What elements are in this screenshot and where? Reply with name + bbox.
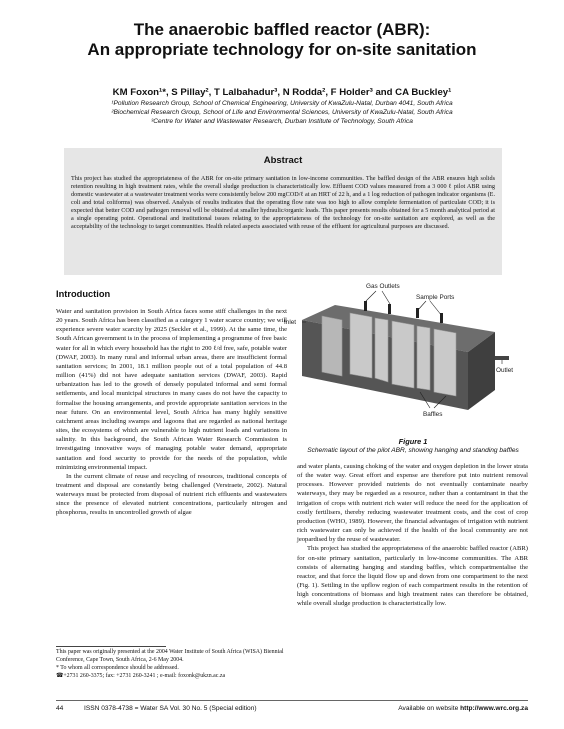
label-gas-outlets: Gas Outlets <box>366 283 400 290</box>
outlet-pipe <box>495 356 509 360</box>
website-note <box>398 705 528 712</box>
footnotes <box>56 648 287 680</box>
abstract-heading: Abstract <box>263 155 303 166</box>
footnote-correspondence: * To whom all correspondence should be addressed. <box>56 665 179 671</box>
intro-paragraph-4: This project has studied the appropriateness of the anaerobic baffled reactor (ABR) for on-site primary sanitation, particularly in low-income communities. The ABR consists of alternating hanging and standing baffles, which compartmentalise the reactor, and that force the liquid flow up and down from one compartment to the next (Fig. 1). Settling in the upflow region of each compartment results in the retention of high concentrations of biomass and high treatment rates can therefore be obtained, while overall sludge production is characteristically low. <box>297 545 528 608</box>
label-outlet: Outlet <box>496 367 514 374</box>
left-column <box>56 307 287 518</box>
footnote-presented: This paper was originally presented at the 2004 Water Institute of South Africa (WISA) Biennial Conference, Cape Town, South Africa, 2-6 May 2004. <box>56 649 284 663</box>
footer-rule <box>56 700 528 701</box>
website-label: Available on website <box>398 705 461 712</box>
intro-paragraph-2: In the current climate of reuse and recycling of resources, traditional concepts of treatment and disposal are constantly being challenged (Verstraete, 2002). Natural waterways must be protected from disposal of nutrient rich effluents and wastewaters since the presence of elevated nutrient concentrations, particularly nitrogen and phosphorus, results in uncontrolled growth of algae <box>56 472 287 517</box>
abr-figure <box>280 280 530 436</box>
label-baffles: Baffles <box>423 411 443 418</box>
page-number: 44 <box>56 705 64 712</box>
title-line-2: An appropriate technology for on-site sanitation <box>87 40 477 59</box>
affiliation-3: ³Centre for Water and Wastewater Research, Durban Institute of Technology, South Africa <box>151 118 413 125</box>
footnote-contact: ☎+2731 260-3375; fax: +2731 260-3241 ; e-mail: foxonk@ukzn.ac.za <box>56 673 226 679</box>
abstract-box <box>64 148 502 275</box>
website-link[interactable]: http://www.wrc.org.za <box>460 705 528 712</box>
introduction-heading: Introduction <box>56 289 111 299</box>
right-column <box>297 462 528 609</box>
figure-caption <box>298 438 528 455</box>
figure-caption-text: Schematic layout of the pilot ABR, showing hanging and standing baffles <box>307 447 519 454</box>
affiliation-2: ²Biochemical Research Group, School of Life and Environmental Sciences, University of KwaZulu-Natal, South Africa <box>111 109 453 116</box>
label-sample-ports: Sample Ports <box>416 294 455 301</box>
affiliation-1: ¹Pollution Research Group, School of Chemical Engineering, University of KwaZulu-Natal, Durban 4041, South Africa <box>111 100 453 107</box>
figure-number: Figure 1 <box>398 437 428 446</box>
abstract-text: This project has studied the appropriateness of the ABR for on-site primary sanitation in low-income communities. The baffled design of the ABR ensures high solids retention resulting in high treatment rates, while the overall sludge production is characteristically low. Effluent COD values measured from a 3 000 ℓ pilot ABR using domestic wastewater at a wastewater treatment works were consistently below 200 mgCOD/ℓ at an HRT of 22 h, and a 1 log reduction of pathogen indicator organisms (E. coli and total coliforms) was observed. Analysis of results indicates that the operating flow rate was too high to allow complete fermentation of particulate COD; it is expected that better COD and pathogen removal will be obtained at smaller hydraulic/organic loads. This paper presents results obtained for a 5 month analytical period at a single operating point. Operational and institutional issues relating to the appropriateness of the technology for on-site sanitation are explored, as well as the acceptability of the technology to target communities. Health related aspects associated with reuse of the effluent for agricultural purposes are discussed. <box>71 175 495 231</box>
author-list: KM Foxon¹*, S Pillay², T Lalbahadur³, N Rodda², F Holder³ and CA Buckley¹ <box>112 87 452 98</box>
title-line-1: The anaerobic baffled reactor (ABR): <box>133 20 431 39</box>
intro-paragraph-1: Water and sanitation provision in South Africa faces some stiff challenges in the next 20 years. South Africa has been classified as a category 1 water scarce country; we will experience severe water scarcity by 2025 (Seckler et al., 1999). At the same time, the South African government is in the process of implementing a programme of free basic water for all in which every household has the right to 200 ℓ/d free, safe, potable water (DWAF, 2003). In many rural and informal urban areas, there are insufficient formal sanitation services; In 2001, 18.1 million people out of a total population of 44.8 million (41%) did not have adequate sanitation services (DWAF, 2003). Rapid urbanization has led to the growth of densely populated informal and semi formal settlements, and local municipal structures in many cases do not have the capacity to formalise the housing arrangements, and provide appropriate sanitation services in the near future. On an environmental level, South Africa has many highly sensitive catchment areas including swamps and lagoons that are regarded as national heritage sites, the ecosystems of which are vulnerable to high nutrient loads and variations in salinity. In this background, the South African Water Research Commission is investigating innovative ways of managing potable water demand, appropriate sanitation and food security to provide for the needs of the population, while minimizing environmental impact. <box>56 308 287 471</box>
journal-issn: ISSN 0378-4738 = Water SA Vol. 30 No. 5 (Special edition) <box>84 705 257 712</box>
paper-title <box>0 20 564 60</box>
label-inlet: Inlet <box>284 319 297 326</box>
footnote-rule <box>56 646 166 647</box>
intro-paragraph-3: and water plants, causing choking of the water and oxygen depletion in the lower strata of the water way. Great effort and expense are therefore put into nutrient removal processes. However provided nutrients do not eventually contaminate nearby waterways, they may be regarded as a resource, rather than a contaminant in that the irrigation of crops with nutrient rich water will reduce the need for the application of costly fertilisers, thereby reducing wastewater treatment costs, and the cost of crop production (WHO, 1989). However, the financial advantages of irrigation with nutrient rich wastewater can only be achieved if the health of the local community are not jeopardised by the reuse of wastewater. <box>297 463 528 544</box>
